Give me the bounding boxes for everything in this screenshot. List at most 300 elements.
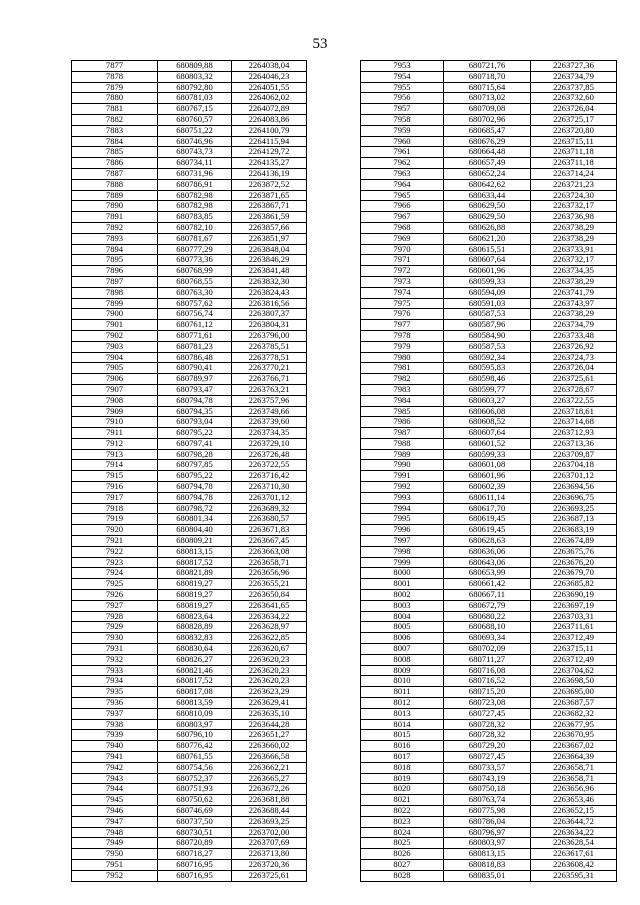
point-number-cell: 7991 bbox=[361, 471, 444, 482]
table-row bbox=[361, 633, 617, 644]
table-row bbox=[72, 287, 307, 298]
y-coordinate-cell: 2263629,41 bbox=[232, 698, 307, 709]
y-coordinate-cell: 2263693,25 bbox=[531, 503, 617, 514]
y-coordinate-cell: 2263653,46 bbox=[531, 795, 617, 806]
x-coordinate-cell: 680771,61 bbox=[158, 330, 232, 341]
table-row bbox=[361, 93, 617, 104]
table-row bbox=[361, 611, 617, 622]
table-row bbox=[72, 244, 307, 255]
x-coordinate-cell: 680786,91 bbox=[158, 179, 232, 190]
table-row bbox=[361, 61, 617, 72]
x-coordinate-cell: 680828,89 bbox=[158, 622, 232, 633]
table-row bbox=[361, 665, 617, 676]
point-number-cell: 8001 bbox=[361, 579, 444, 590]
table-row bbox=[361, 838, 617, 849]
point-number-cell: 7965 bbox=[361, 190, 444, 201]
point-number-cell: 8018 bbox=[361, 762, 444, 773]
point-number-cell: 7878 bbox=[72, 71, 158, 82]
point-number-cell: 7932 bbox=[72, 654, 158, 665]
x-coordinate-cell: 680750,18 bbox=[444, 784, 531, 795]
table-row bbox=[72, 460, 307, 471]
x-coordinate-cell: 680716,95 bbox=[158, 870, 232, 881]
point-number-cell: 7958 bbox=[361, 114, 444, 125]
point-number-cell: 7889 bbox=[72, 190, 158, 201]
x-coordinate-cell: 680657,49 bbox=[444, 158, 531, 169]
table-row bbox=[72, 849, 307, 860]
x-coordinate-cell: 680628,63 bbox=[444, 536, 531, 547]
x-coordinate-cell: 680767,15 bbox=[158, 104, 232, 115]
x-coordinate-cell: 680720,89 bbox=[158, 838, 232, 849]
y-coordinate-cell: 2263641,65 bbox=[232, 600, 307, 611]
table-row bbox=[361, 222, 617, 233]
x-coordinate-cell: 680723,08 bbox=[444, 698, 531, 709]
x-coordinate-cell: 680617,70 bbox=[444, 503, 531, 514]
y-coordinate-cell: 2263662,21 bbox=[232, 762, 307, 773]
table-row bbox=[72, 579, 307, 590]
table-row bbox=[361, 676, 617, 687]
x-coordinate-cell: 680730,51 bbox=[158, 827, 232, 838]
y-coordinate-cell: 2263715,11 bbox=[531, 644, 617, 655]
point-number-cell: 7884 bbox=[72, 136, 158, 147]
table-row bbox=[361, 114, 617, 125]
page-number: 53 bbox=[312, 36, 328, 52]
x-coordinate-cell: 680768,55 bbox=[158, 276, 232, 287]
x-coordinate-cell: 680817,52 bbox=[158, 676, 232, 687]
table-row bbox=[72, 676, 307, 687]
table-row bbox=[72, 406, 307, 417]
y-coordinate-cell: 2263620,23 bbox=[232, 665, 307, 676]
x-coordinate-cell: 680796,10 bbox=[158, 730, 232, 741]
point-number-cell: 7954 bbox=[361, 71, 444, 82]
point-number-cell: 8009 bbox=[361, 665, 444, 676]
point-number-cell: 7945 bbox=[72, 795, 158, 806]
table-row bbox=[72, 438, 307, 449]
point-number-cell: 7960 bbox=[361, 136, 444, 147]
x-coordinate-cell: 680794,78 bbox=[158, 492, 232, 503]
y-coordinate-cell: 2263726,04 bbox=[531, 363, 617, 374]
y-coordinate-cell: 2263667,45 bbox=[232, 536, 307, 547]
point-number-cell: 8020 bbox=[361, 784, 444, 795]
table-row bbox=[72, 654, 307, 665]
table-row bbox=[361, 147, 617, 158]
point-number-cell: 7902 bbox=[72, 330, 158, 341]
table-row bbox=[72, 698, 307, 709]
x-coordinate-cell: 680652,24 bbox=[444, 168, 531, 179]
y-coordinate-cell: 2263736,98 bbox=[531, 212, 617, 223]
y-coordinate-cell: 2263655,21 bbox=[232, 579, 307, 590]
point-number-cell: 8011 bbox=[361, 687, 444, 698]
y-coordinate-cell: 2263734,35 bbox=[531, 266, 617, 277]
table-row bbox=[361, 417, 617, 428]
x-coordinate-cell: 680796,97 bbox=[444, 827, 531, 838]
table-row bbox=[361, 687, 617, 698]
y-coordinate-cell: 2263726,04 bbox=[531, 104, 617, 115]
x-coordinate-cell: 680781,67 bbox=[158, 233, 232, 244]
x-coordinate-cell: 680599,33 bbox=[444, 276, 531, 287]
table-row bbox=[72, 503, 307, 514]
x-coordinate-cell: 680794,35 bbox=[158, 406, 232, 417]
x-coordinate-cell: 680592,34 bbox=[444, 352, 531, 363]
x-coordinate-cell: 680602,39 bbox=[444, 482, 531, 493]
x-coordinate-cell: 680776,42 bbox=[158, 741, 232, 752]
y-coordinate-cell: 2263666,58 bbox=[232, 752, 307, 763]
table-row bbox=[361, 795, 617, 806]
x-coordinate-cell: 680819,27 bbox=[158, 590, 232, 601]
table-row bbox=[72, 158, 307, 169]
x-coordinate-cell: 680601,08 bbox=[444, 460, 531, 471]
x-coordinate-cell: 680718,27 bbox=[158, 849, 232, 860]
point-number-cell: 8010 bbox=[361, 676, 444, 687]
x-coordinate-cell: 680643,06 bbox=[444, 557, 531, 568]
point-number-cell: 7930 bbox=[72, 633, 158, 644]
x-coordinate-cell: 680832,83 bbox=[158, 633, 232, 644]
point-number-cell: 7966 bbox=[361, 201, 444, 212]
table-row bbox=[361, 266, 617, 277]
x-coordinate-cell: 680584,90 bbox=[444, 330, 531, 341]
table-row bbox=[361, 514, 617, 525]
point-number-cell: 7978 bbox=[361, 330, 444, 341]
x-coordinate-cell: 680835,01 bbox=[444, 870, 531, 881]
y-coordinate-cell: 2264083,86 bbox=[232, 114, 307, 125]
x-coordinate-cell: 680783,85 bbox=[158, 212, 232, 223]
table-row bbox=[361, 82, 617, 93]
x-coordinate-cell: 680761,55 bbox=[158, 752, 232, 763]
x-coordinate-cell: 680782,98 bbox=[158, 190, 232, 201]
table-row bbox=[72, 805, 307, 816]
point-number-cell: 7981 bbox=[361, 363, 444, 374]
point-number-cell: 7942 bbox=[72, 762, 158, 773]
y-coordinate-cell: 2263658,71 bbox=[531, 773, 617, 784]
x-coordinate-cell: 680810,09 bbox=[158, 708, 232, 719]
point-number-cell: 7982 bbox=[361, 374, 444, 385]
x-coordinate-cell: 680728,32 bbox=[444, 730, 531, 741]
x-coordinate-cell: 680797,85 bbox=[158, 460, 232, 471]
point-number-cell: 7905 bbox=[72, 363, 158, 374]
point-number-cell: 7943 bbox=[72, 773, 158, 784]
point-number-cell: 8005 bbox=[361, 622, 444, 633]
table-row bbox=[361, 406, 617, 417]
point-number-cell: 7953 bbox=[361, 61, 444, 72]
table-row bbox=[361, 568, 617, 579]
point-number-cell: 8015 bbox=[361, 730, 444, 741]
y-coordinate-cell: 2263738,29 bbox=[531, 233, 617, 244]
point-number-cell: 8026 bbox=[361, 849, 444, 860]
x-coordinate-cell: 680633,44 bbox=[444, 190, 531, 201]
y-coordinate-cell: 2263701,12 bbox=[531, 471, 617, 482]
point-number-cell: 7888 bbox=[72, 179, 158, 190]
y-coordinate-cell: 2263709,87 bbox=[531, 449, 617, 460]
x-coordinate-cell: 680782,10 bbox=[158, 222, 232, 233]
point-number-cell: 7990 bbox=[361, 460, 444, 471]
table-row bbox=[72, 795, 307, 806]
x-coordinate-cell: 680598,46 bbox=[444, 374, 531, 385]
x-coordinate-cell: 680794,78 bbox=[158, 482, 232, 493]
table-row bbox=[72, 309, 307, 320]
table-row bbox=[72, 741, 307, 752]
y-coordinate-cell: 2263650,84 bbox=[232, 590, 307, 601]
table-row bbox=[361, 158, 617, 169]
y-coordinate-cell: 2264115,94 bbox=[232, 136, 307, 147]
point-number-cell: 7911 bbox=[72, 428, 158, 439]
x-coordinate-cell: 680794,78 bbox=[158, 395, 232, 406]
point-number-cell: 7903 bbox=[72, 341, 158, 352]
point-number-cell: 7976 bbox=[361, 309, 444, 320]
x-coordinate-cell: 680819,27 bbox=[158, 600, 232, 611]
table-row bbox=[361, 298, 617, 309]
point-number-cell: 7883 bbox=[72, 125, 158, 136]
point-number-cell: 8027 bbox=[361, 859, 444, 870]
x-coordinate-cell: 680721,76 bbox=[444, 61, 531, 72]
x-coordinate-cell: 680716,08 bbox=[444, 665, 531, 676]
point-number-cell: 7921 bbox=[72, 536, 158, 547]
x-coordinate-cell: 680715,64 bbox=[444, 82, 531, 93]
point-number-cell: 7994 bbox=[361, 503, 444, 514]
y-coordinate-cell: 2263711,18 bbox=[531, 147, 617, 158]
table-row bbox=[361, 827, 617, 838]
point-number-cell: 7992 bbox=[361, 482, 444, 493]
table-row bbox=[72, 395, 307, 406]
point-number-cell: 7946 bbox=[72, 805, 158, 816]
point-number-cell: 7896 bbox=[72, 266, 158, 277]
x-coordinate-cell: 680809,21 bbox=[158, 536, 232, 547]
x-coordinate-cell: 680743,19 bbox=[444, 773, 531, 784]
point-number-cell: 7901 bbox=[72, 320, 158, 331]
table-row bbox=[361, 71, 617, 82]
y-coordinate-cell: 2263710,30 bbox=[232, 482, 307, 493]
table-row bbox=[72, 222, 307, 233]
x-coordinate-cell: 680601,96 bbox=[444, 471, 531, 482]
table-row bbox=[72, 179, 307, 190]
x-coordinate-cell: 680830,64 bbox=[158, 644, 232, 655]
y-coordinate-cell: 2263681,88 bbox=[232, 795, 307, 806]
table-row bbox=[72, 838, 307, 849]
table-row bbox=[72, 482, 307, 493]
point-number-cell: 7908 bbox=[72, 395, 158, 406]
x-coordinate-cell: 680803,32 bbox=[158, 71, 232, 82]
x-coordinate-cell: 680790,41 bbox=[158, 363, 232, 374]
table-row bbox=[361, 546, 617, 557]
point-number-cell: 7941 bbox=[72, 752, 158, 763]
table-row bbox=[72, 514, 307, 525]
table-row bbox=[72, 644, 307, 655]
y-coordinate-cell: 2263635,10 bbox=[232, 708, 307, 719]
y-coordinate-cell: 2263656,96 bbox=[232, 568, 307, 579]
y-coordinate-cell: 2263658,71 bbox=[232, 557, 307, 568]
table-row bbox=[361, 719, 617, 730]
table-row bbox=[361, 708, 617, 719]
y-coordinate-cell: 2263665,27 bbox=[232, 773, 307, 784]
table-row bbox=[72, 190, 307, 201]
y-coordinate-cell: 2264129,72 bbox=[232, 147, 307, 158]
x-coordinate-cell: 680621,20 bbox=[444, 233, 531, 244]
x-coordinate-cell: 680664,48 bbox=[444, 147, 531, 158]
x-coordinate-cell: 680608,52 bbox=[444, 417, 531, 428]
table-row bbox=[72, 136, 307, 147]
x-coordinate-cell: 680642,62 bbox=[444, 179, 531, 190]
table-row bbox=[361, 395, 617, 406]
y-coordinate-cell: 2263785,51 bbox=[232, 341, 307, 352]
point-number-cell: 7998 bbox=[361, 546, 444, 557]
point-number-cell: 8021 bbox=[361, 795, 444, 806]
y-coordinate-cell: 2263732,17 bbox=[531, 201, 617, 212]
y-coordinate-cell: 2263711,61 bbox=[531, 622, 617, 633]
y-coordinate-cell: 2263728,67 bbox=[531, 384, 617, 395]
x-coordinate-cell: 680713,02 bbox=[444, 93, 531, 104]
table-row bbox=[361, 870, 617, 881]
table-row bbox=[72, 600, 307, 611]
table-row bbox=[72, 762, 307, 773]
point-number-cell: 7951 bbox=[72, 859, 158, 870]
table-row bbox=[361, 536, 617, 547]
point-number-cell: 7887 bbox=[72, 168, 158, 179]
point-number-cell: 8006 bbox=[361, 633, 444, 644]
y-coordinate-cell: 2263622,85 bbox=[232, 633, 307, 644]
x-coordinate-cell: 680611,14 bbox=[444, 492, 531, 503]
y-coordinate-cell: 2263724,73 bbox=[531, 352, 617, 363]
y-coordinate-cell: 2264062,02 bbox=[232, 93, 307, 104]
y-coordinate-cell: 2264136,19 bbox=[232, 168, 307, 179]
point-number-cell: 7919 bbox=[72, 514, 158, 525]
table-row bbox=[361, 276, 617, 287]
point-number-cell: 7987 bbox=[361, 428, 444, 439]
point-number-cell: 7898 bbox=[72, 287, 158, 298]
y-coordinate-cell: 2263676,20 bbox=[531, 557, 617, 568]
table-row bbox=[361, 762, 617, 773]
point-number-cell: 8022 bbox=[361, 805, 444, 816]
point-number-cell: 7968 bbox=[361, 222, 444, 233]
x-coordinate-cell: 680757,62 bbox=[158, 298, 232, 309]
point-number-cell: 7922 bbox=[72, 546, 158, 557]
y-coordinate-cell: 2263711,18 bbox=[531, 158, 617, 169]
x-coordinate-cell: 680727,45 bbox=[444, 708, 531, 719]
x-coordinate-cell: 680763,30 bbox=[158, 287, 232, 298]
x-coordinate-cell: 680743,73 bbox=[158, 147, 232, 158]
point-number-cell: 7914 bbox=[72, 460, 158, 471]
x-coordinate-cell: 680768,99 bbox=[158, 266, 232, 277]
point-number-cell: 7993 bbox=[361, 492, 444, 503]
point-number-cell: 7923 bbox=[72, 557, 158, 568]
x-coordinate-cell: 680821,89 bbox=[158, 568, 232, 579]
table-row bbox=[361, 471, 617, 482]
point-number-cell: 7948 bbox=[72, 827, 158, 838]
point-number-cell: 7899 bbox=[72, 298, 158, 309]
x-coordinate-cell: 680716,95 bbox=[158, 859, 232, 870]
y-coordinate-cell: 2263816,56 bbox=[232, 298, 307, 309]
x-coordinate-cell: 680667,11 bbox=[444, 590, 531, 601]
point-number-cell: 7969 bbox=[361, 233, 444, 244]
point-number-cell: 7988 bbox=[361, 438, 444, 449]
point-number-cell: 8028 bbox=[361, 870, 444, 881]
y-coordinate-cell: 2263670,95 bbox=[531, 730, 617, 741]
y-coordinate-cell: 2263796,00 bbox=[232, 330, 307, 341]
x-coordinate-cell: 680798,28 bbox=[158, 449, 232, 460]
point-number-cell: 7963 bbox=[361, 168, 444, 179]
table-row bbox=[361, 654, 617, 665]
y-coordinate-cell: 2263696,75 bbox=[531, 492, 617, 503]
y-coordinate-cell: 2264100,79 bbox=[232, 125, 307, 136]
point-number-cell: 7924 bbox=[72, 568, 158, 579]
y-coordinate-cell: 2263749,66 bbox=[232, 406, 307, 417]
table-row bbox=[72, 93, 307, 104]
point-number-cell: 8008 bbox=[361, 654, 444, 665]
point-number-cell: 7999 bbox=[361, 557, 444, 568]
y-coordinate-cell: 2263674,89 bbox=[531, 536, 617, 547]
table-row bbox=[361, 136, 617, 147]
y-coordinate-cell: 2263832,30 bbox=[232, 276, 307, 287]
x-coordinate-cell: 680752,37 bbox=[158, 773, 232, 784]
table-row bbox=[72, 417, 307, 428]
x-coordinate-cell: 680606,08 bbox=[444, 406, 531, 417]
y-coordinate-cell: 2263628,97 bbox=[232, 622, 307, 633]
point-number-cell: 7937 bbox=[72, 708, 158, 719]
x-coordinate-cell: 680793,04 bbox=[158, 417, 232, 428]
table-row bbox=[361, 622, 617, 633]
x-coordinate-cell: 680817,52 bbox=[158, 557, 232, 568]
table-row bbox=[361, 428, 617, 439]
table-row bbox=[72, 827, 307, 838]
table-row bbox=[361, 816, 617, 827]
x-coordinate-cell: 680693,34 bbox=[444, 633, 531, 644]
table-row bbox=[72, 870, 307, 881]
point-number-cell: 7927 bbox=[72, 600, 158, 611]
x-coordinate-cell: 680781,03 bbox=[158, 93, 232, 104]
x-coordinate-cell: 680795,22 bbox=[158, 428, 232, 439]
point-number-cell: 7956 bbox=[361, 93, 444, 104]
y-coordinate-cell: 2263644,28 bbox=[232, 719, 307, 730]
y-coordinate-cell: 2263739,60 bbox=[232, 417, 307, 428]
x-coordinate-cell: 680587,53 bbox=[444, 309, 531, 320]
point-number-cell: 7928 bbox=[72, 611, 158, 622]
y-coordinate-cell: 2263714,68 bbox=[531, 417, 617, 428]
y-coordinate-cell: 2263702,00 bbox=[232, 827, 307, 838]
y-coordinate-cell: 2263720,80 bbox=[531, 125, 617, 136]
y-coordinate-cell: 2264135,27 bbox=[232, 158, 307, 169]
point-number-cell: 7985 bbox=[361, 406, 444, 417]
x-coordinate-cell: 680813,15 bbox=[158, 546, 232, 557]
x-coordinate-cell: 680819,27 bbox=[158, 579, 232, 590]
point-number-cell: 7959 bbox=[361, 125, 444, 136]
table-row bbox=[361, 287, 617, 298]
table-row bbox=[361, 805, 617, 816]
x-coordinate-cell: 680782,98 bbox=[158, 201, 232, 212]
x-coordinate-cell: 680750,62 bbox=[158, 795, 232, 806]
table-row bbox=[72, 341, 307, 352]
table-row bbox=[72, 374, 307, 385]
table-row bbox=[72, 125, 307, 136]
table-row bbox=[361, 244, 617, 255]
table-row bbox=[72, 201, 307, 212]
y-coordinate-cell: 2263778,51 bbox=[232, 352, 307, 363]
table-row bbox=[361, 525, 617, 536]
point-number-cell: 7916 bbox=[72, 482, 158, 493]
y-coordinate-cell: 2263685,82 bbox=[531, 579, 617, 590]
table-row bbox=[72, 708, 307, 719]
table-row bbox=[361, 179, 617, 190]
y-coordinate-cell: 2263628,54 bbox=[531, 838, 617, 849]
x-coordinate-cell: 680702,09 bbox=[444, 644, 531, 655]
table-row bbox=[72, 233, 307, 244]
y-coordinate-cell: 2263694,56 bbox=[531, 482, 617, 493]
table-row bbox=[361, 503, 617, 514]
y-coordinate-cell: 2263846,29 bbox=[232, 255, 307, 266]
y-coordinate-cell: 2264051,55 bbox=[232, 82, 307, 93]
x-coordinate-cell: 680804,40 bbox=[158, 525, 232, 536]
y-coordinate-cell: 2263857,66 bbox=[232, 222, 307, 233]
y-coordinate-cell: 2263620,23 bbox=[232, 676, 307, 687]
table-row bbox=[72, 859, 307, 870]
x-coordinate-cell: 680821,46 bbox=[158, 665, 232, 676]
y-coordinate-cell: 2263729,10 bbox=[232, 438, 307, 449]
